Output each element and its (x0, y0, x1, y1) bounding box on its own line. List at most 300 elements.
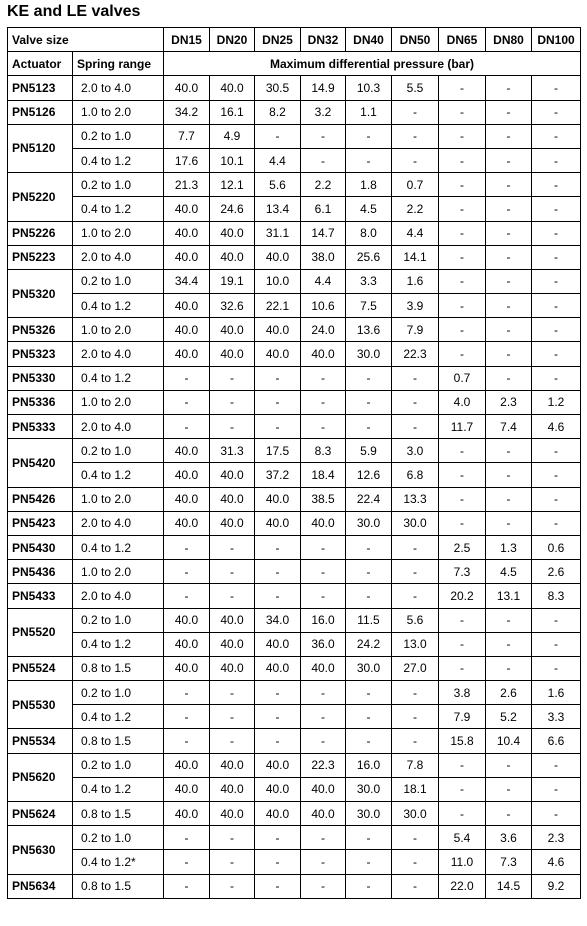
spring-range-cell: 1.0 to 2.0 (73, 487, 164, 511)
pressure-cell: - (301, 584, 346, 608)
pressure-cell: 12.1 (210, 173, 255, 197)
pressure-cell: 40.0 (164, 245, 210, 269)
pressure-cell: 40.0 (255, 318, 301, 342)
pressure-cell: 30.0 (346, 656, 392, 680)
pressure-cell: - (392, 148, 439, 172)
pressure-cell: 40.0 (210, 777, 255, 801)
pressure-cell: 10.0 (255, 269, 301, 293)
pressure-cell: - (346, 584, 392, 608)
pressure-cell: - (210, 366, 255, 390)
pressure-cell: - (532, 608, 581, 632)
pressure-cell: - (392, 100, 439, 124)
pressure-cell: 4.0 (439, 390, 486, 414)
pressure-cell: - (164, 850, 210, 874)
pressure-cell: 40.0 (210, 632, 255, 656)
spring-range-cell: 0.2 to 1.0 (73, 439, 164, 463)
pressure-cell: - (486, 608, 532, 632)
size-header: DN80 (486, 28, 532, 52)
pressure-cell: - (486, 753, 532, 777)
pressure-cell: 4.4 (301, 269, 346, 293)
pressure-cell: - (486, 802, 532, 826)
pressure-cell: 40.0 (164, 632, 210, 656)
actuator-cell: PN5524 (8, 656, 73, 680)
pressure-cell: - (532, 632, 581, 656)
actuator-cell: PN5420 (8, 439, 73, 487)
pressure-cell: - (255, 560, 301, 584)
pressure-cell: - (255, 705, 301, 729)
pressure-cell: - (532, 269, 581, 293)
pressure-cell: 17.6 (164, 148, 210, 172)
pressure-cell: 14.5 (486, 874, 532, 898)
pressure-cell: - (255, 535, 301, 559)
pressure-cell: 4.5 (346, 197, 392, 221)
spring-range-cell: 1.0 to 2.0 (73, 390, 164, 414)
pressure-cell: 10.4 (486, 729, 532, 753)
pressure-cell: 1.3 (486, 535, 532, 559)
pressure-cell: 40.0 (210, 245, 255, 269)
pressure-cell: - (210, 390, 255, 414)
pressure-cell: 11.5 (346, 608, 392, 632)
pressure-cell: 10.6 (301, 294, 346, 318)
spring-range-cell: 2.0 to 4.0 (73, 342, 164, 366)
pressure-cell: 34.0 (255, 608, 301, 632)
spring-range-cell: 0.8 to 1.5 (73, 802, 164, 826)
pressure-cell: 2.3 (486, 390, 532, 414)
pressure-cell: - (532, 777, 581, 801)
actuator-cell: PN5226 (8, 221, 73, 245)
pressure-cell: 3.0 (392, 439, 439, 463)
table-row (8, 269, 581, 293)
pressure-cell: 2.6 (532, 560, 581, 584)
pressure-cell: 16.0 (301, 608, 346, 632)
pressure-cell: 1.6 (392, 269, 439, 293)
table-row (8, 753, 581, 777)
spring-range-cell: 0.2 to 1.0 (73, 124, 164, 148)
pressure-cell: - (164, 366, 210, 390)
spring-range-cell: 0.2 to 1.0 (73, 681, 164, 705)
table-row (8, 390, 581, 414)
pressure-cell: 7.9 (392, 318, 439, 342)
size-header: DN40 (346, 28, 392, 52)
pressure-cell: 2.6 (486, 681, 532, 705)
pressure-cell: 40.0 (255, 511, 301, 535)
spring-range-cell: 2.0 to 4.0 (73, 245, 164, 269)
spring-range-cell: 0.4 to 1.2 (73, 535, 164, 559)
pressure-cell: - (439, 100, 486, 124)
pressure-cell: - (532, 124, 581, 148)
pressure-cell: 18.4 (301, 463, 346, 487)
pressure-cell: - (486, 173, 532, 197)
pressure-cell: 22.4 (346, 487, 392, 511)
pressure-cell: - (210, 415, 255, 439)
pressure-cell: 3.2 (301, 100, 346, 124)
pressure-cell: 7.7 (164, 124, 210, 148)
table-row (8, 608, 581, 632)
pressure-cell: - (532, 439, 581, 463)
pressure-cell: 40.0 (164, 197, 210, 221)
size-header: DN100 (532, 28, 581, 52)
table-row (8, 415, 581, 439)
pressure-cell: 5.6 (392, 608, 439, 632)
pressure-cell: - (392, 874, 439, 898)
pressure-cell: 7.8 (392, 753, 439, 777)
pressure-cell: - (392, 705, 439, 729)
pressure-cell: - (486, 197, 532, 221)
pressure-cell: 40.0 (210, 463, 255, 487)
pressure-cell: - (210, 535, 255, 559)
pressure-cell: - (532, 802, 581, 826)
pressure-cell: 19.1 (210, 269, 255, 293)
pressure-cell: 9.2 (532, 874, 581, 898)
pressure-cell: 1.1 (346, 100, 392, 124)
pressure-cell: - (301, 850, 346, 874)
pressure-cell: 2.2 (392, 197, 439, 221)
pressure-cell: - (301, 390, 346, 414)
table-row (8, 366, 581, 390)
table-row (8, 100, 581, 124)
actuator-cell: PN5220 (8, 173, 73, 221)
pressure-cell: 37.2 (255, 463, 301, 487)
pressure-cell: - (210, 584, 255, 608)
size-header: DN50 (392, 28, 439, 52)
pressure-cell: 5.4 (439, 826, 486, 850)
pressure-cell: - (301, 535, 346, 559)
pressure-cell: 36.0 (301, 632, 346, 656)
pressure-cell: 32.6 (210, 294, 255, 318)
table-row (8, 294, 581, 318)
pressure-cell: 14.7 (301, 221, 346, 245)
pressure-cell: 7.3 (486, 850, 532, 874)
pressure-cell: 40.0 (210, 753, 255, 777)
pressure-cell: 4.5 (486, 560, 532, 584)
pressure-cell: - (346, 390, 392, 414)
pressure-cell: - (301, 124, 346, 148)
actuator-cell: PN5530 (8, 681, 73, 729)
pressure-cell: 8.2 (255, 100, 301, 124)
actuator-cell: PN5534 (8, 729, 73, 753)
pressure-cell: 40.0 (164, 318, 210, 342)
spring-range-label: Spring range (73, 52, 164, 76)
pressure-cell: 10.3 (346, 76, 392, 100)
pressure-cell: - (439, 777, 486, 801)
pressure-cell: - (255, 681, 301, 705)
pressure-cell: - (346, 124, 392, 148)
actuator-cell: PN5433 (8, 584, 73, 608)
pressure-cell: - (486, 511, 532, 535)
pressure-cell: - (346, 705, 392, 729)
pressure-cell: - (532, 148, 581, 172)
pressure-cell: - (210, 681, 255, 705)
pressure-cell: 6.8 (392, 463, 439, 487)
pressure-cell: - (532, 197, 581, 221)
table-row (8, 221, 581, 245)
pressure-cell: - (532, 76, 581, 100)
pressure-cell: - (392, 535, 439, 559)
pressure-cell: - (346, 874, 392, 898)
pressure-cell: - (532, 656, 581, 680)
pressure-cell: - (486, 318, 532, 342)
pressure-cell: 30.0 (392, 802, 439, 826)
pressure-cell: 40.0 (164, 802, 210, 826)
table-row (8, 560, 581, 584)
pressure-cell: 40.0 (164, 76, 210, 100)
pressure-cell: 7.4 (486, 415, 532, 439)
pressure-cell: 3.9 (392, 294, 439, 318)
pressure-cell: 40.0 (164, 463, 210, 487)
pressure-cell: 24.0 (301, 318, 346, 342)
pressure-cell: - (439, 342, 486, 366)
table-row (8, 874, 581, 898)
pressure-cell: - (301, 560, 346, 584)
actuator-cell: PN5624 (8, 802, 73, 826)
pressure-cell: - (486, 632, 532, 656)
pressure-cell: 2.3 (532, 826, 581, 850)
pressure-cell: - (392, 729, 439, 753)
pressure-cell: - (301, 826, 346, 850)
pressure-cell: - (346, 560, 392, 584)
actuator-cell: PN5426 (8, 487, 73, 511)
table-row (8, 197, 581, 221)
pressure-cell: 20.2 (439, 584, 486, 608)
pressure-cell: 40.0 (255, 753, 301, 777)
pressure-cell: 40.0 (255, 487, 301, 511)
pressure-cell: 5.5 (392, 76, 439, 100)
spring-range-cell: 0.4 to 1.2 (73, 148, 164, 172)
pressure-cell: - (346, 366, 392, 390)
spring-range-cell: 0.2 to 1.0 (73, 269, 164, 293)
pressure-cell: - (532, 245, 581, 269)
pressure-cell: 31.3 (210, 439, 255, 463)
pressure-cell: 27.0 (392, 656, 439, 680)
pressure-cell: - (255, 850, 301, 874)
pressure-cell: - (255, 390, 301, 414)
pressure-cell: - (532, 487, 581, 511)
table-row (8, 124, 581, 148)
pressure-cell: 40.0 (301, 656, 346, 680)
pressure-cell: 16.1 (210, 100, 255, 124)
pressure-cell: - (392, 560, 439, 584)
table-row (8, 439, 581, 463)
pressure-cell: 7.5 (346, 294, 392, 318)
pressure-cell: - (301, 366, 346, 390)
pressure-cell: - (486, 100, 532, 124)
pressure-cell: 0.6 (532, 535, 581, 559)
pressure-cell: - (210, 874, 255, 898)
pressure-cell: 13.1 (486, 584, 532, 608)
pressure-cell: 1.6 (532, 681, 581, 705)
pressure-cell: - (346, 415, 392, 439)
spring-range-cell: 2.0 to 4.0 (73, 511, 164, 535)
actuator-cell: PN5620 (8, 753, 73, 801)
pressure-cell: - (486, 342, 532, 366)
pressure-cell: 6.6 (532, 729, 581, 753)
spring-range-cell: 1.0 to 2.0 (73, 221, 164, 245)
pressure-cell: - (346, 826, 392, 850)
pressure-cell: - (255, 124, 301, 148)
pressure-cell: 12.6 (346, 463, 392, 487)
pressure-cell: 18.1 (392, 777, 439, 801)
table-row (8, 802, 581, 826)
table-row (8, 584, 581, 608)
pressure-cell: 6.1 (301, 197, 346, 221)
pressure-cell: - (532, 294, 581, 318)
table-row (8, 318, 581, 342)
pressure-cell: 5.9 (346, 439, 392, 463)
spring-range-cell: 0.4 to 1.2 (73, 777, 164, 801)
table-row (8, 535, 581, 559)
pressure-cell: 3.6 (486, 826, 532, 850)
pressure-cell: - (439, 753, 486, 777)
pressure-cell: 0.7 (439, 366, 486, 390)
pressure-cell: 24.2 (346, 632, 392, 656)
pressure-cell: - (392, 826, 439, 850)
spring-range-cell: 0.4 to 1.2* (73, 850, 164, 874)
pressure-cell: - (532, 463, 581, 487)
pressure-cell: 40.0 (164, 439, 210, 463)
pressure-cell: 40.0 (164, 221, 210, 245)
pressure-cell: - (210, 850, 255, 874)
table-row (8, 511, 581, 535)
spring-range-cell: 2.0 to 4.0 (73, 584, 164, 608)
pressure-table (7, 27, 581, 899)
pressure-cell: - (439, 318, 486, 342)
pressure-cell: 34.4 (164, 269, 210, 293)
pressure-cell: 5.6 (255, 173, 301, 197)
pressure-cell: - (392, 681, 439, 705)
pressure-cell: 22.1 (255, 294, 301, 318)
pressure-cell: 40.0 (210, 342, 255, 366)
pressure-cell: 40.0 (210, 487, 255, 511)
pressure-cell: 5.2 (486, 705, 532, 729)
table-row (8, 173, 581, 197)
spring-range-cell: 0.4 to 1.2 (73, 463, 164, 487)
pressure-cell: - (392, 390, 439, 414)
pressure-cell: 25.6 (346, 245, 392, 269)
spring-range-cell: 0.2 to 1.0 (73, 173, 164, 197)
actuator-cell: PN5330 (8, 366, 73, 390)
table-row (8, 487, 581, 511)
pressure-cell: 40.0 (255, 777, 301, 801)
actuator-cell: PN5323 (8, 342, 73, 366)
pressure-cell: 30.0 (346, 342, 392, 366)
table-row (8, 850, 581, 874)
pressure-cell: 13.3 (392, 487, 439, 511)
pressure-cell: 21.3 (164, 173, 210, 197)
pressure-label: Maximum differential pressure (bar) (164, 52, 581, 76)
pressure-cell: - (486, 439, 532, 463)
pressure-cell: 34.2 (164, 100, 210, 124)
spring-range-cell: 2.0 to 4.0 (73, 415, 164, 439)
table-row (8, 76, 581, 100)
pressure-cell: - (439, 148, 486, 172)
pressure-cell: - (439, 802, 486, 826)
pressure-cell: 30.0 (346, 802, 392, 826)
pressure-cell: - (164, 874, 210, 898)
pressure-cell: 14.9 (301, 76, 346, 100)
pressure-cell: - (164, 681, 210, 705)
pressure-cell: - (164, 705, 210, 729)
pressure-cell: - (486, 777, 532, 801)
pressure-cell: 11.7 (439, 415, 486, 439)
pressure-cell: 30.5 (255, 76, 301, 100)
pressure-cell: 40.0 (210, 802, 255, 826)
pressure-cell: - (164, 729, 210, 753)
pressure-cell: 8.0 (346, 221, 392, 245)
pressure-cell: - (301, 705, 346, 729)
table-row (8, 342, 581, 366)
pressure-cell: 40.0 (301, 511, 346, 535)
pressure-cell: - (255, 874, 301, 898)
spring-range-cell: 0.4 to 1.2 (73, 294, 164, 318)
pressure-cell: - (301, 729, 346, 753)
table-row (8, 245, 581, 269)
pressure-cell: - (392, 415, 439, 439)
pressure-cell: - (255, 366, 301, 390)
pressure-cell: 40.0 (255, 245, 301, 269)
pressure-cell: - (486, 656, 532, 680)
table-row (8, 656, 581, 680)
pressure-cell: 3.8 (439, 681, 486, 705)
pressure-cell: 22.0 (439, 874, 486, 898)
pressure-cell: 40.0 (164, 342, 210, 366)
pressure-cell: 40.0 (255, 656, 301, 680)
table-row (8, 826, 581, 850)
pressure-cell: 2.5 (439, 535, 486, 559)
pressure-cell: 0.7 (392, 173, 439, 197)
table-row (8, 729, 581, 753)
pressure-cell: - (210, 560, 255, 584)
pressure-cell: - (164, 415, 210, 439)
pressure-cell: - (439, 439, 486, 463)
actuator-cell: PN5223 (8, 245, 73, 269)
pressure-cell: - (346, 850, 392, 874)
pressure-cell: 40.0 (210, 511, 255, 535)
actuator-cell: PN5333 (8, 415, 73, 439)
table-row (8, 463, 581, 487)
pressure-cell: 8.3 (532, 584, 581, 608)
pressure-cell: - (486, 366, 532, 390)
pressure-cell: - (255, 584, 301, 608)
pressure-cell: - (392, 850, 439, 874)
pressure-cell: 13.6 (346, 318, 392, 342)
pressure-cell: 16.0 (346, 753, 392, 777)
pressure-cell: 40.0 (210, 76, 255, 100)
pressure-cell: - (439, 124, 486, 148)
pressure-cell: - (439, 76, 486, 100)
pressure-cell: - (532, 221, 581, 245)
pressure-cell: - (532, 342, 581, 366)
pressure-cell: - (486, 269, 532, 293)
pressure-cell: - (392, 584, 439, 608)
actuator-cell: PN5126 (8, 100, 73, 124)
pressure-cell: 4.4 (392, 221, 439, 245)
pressure-cell: 38.5 (301, 487, 346, 511)
table-body (8, 76, 581, 898)
spring-range-cell: 0.4 to 1.2 (73, 632, 164, 656)
pressure-cell: - (255, 729, 301, 753)
pressure-cell: - (255, 415, 301, 439)
pressure-cell: - (301, 874, 346, 898)
subheader-row (8, 52, 581, 76)
spring-range-cell: 0.4 to 1.2 (73, 705, 164, 729)
pressure-cell: - (486, 221, 532, 245)
size-header: DN20 (210, 28, 255, 52)
pressure-cell: - (439, 463, 486, 487)
pressure-cell: - (532, 318, 581, 342)
spring-range-cell: 0.2 to 1.0 (73, 753, 164, 777)
spring-range-cell: 1.0 to 2.0 (73, 318, 164, 342)
pressure-cell: - (486, 76, 532, 100)
